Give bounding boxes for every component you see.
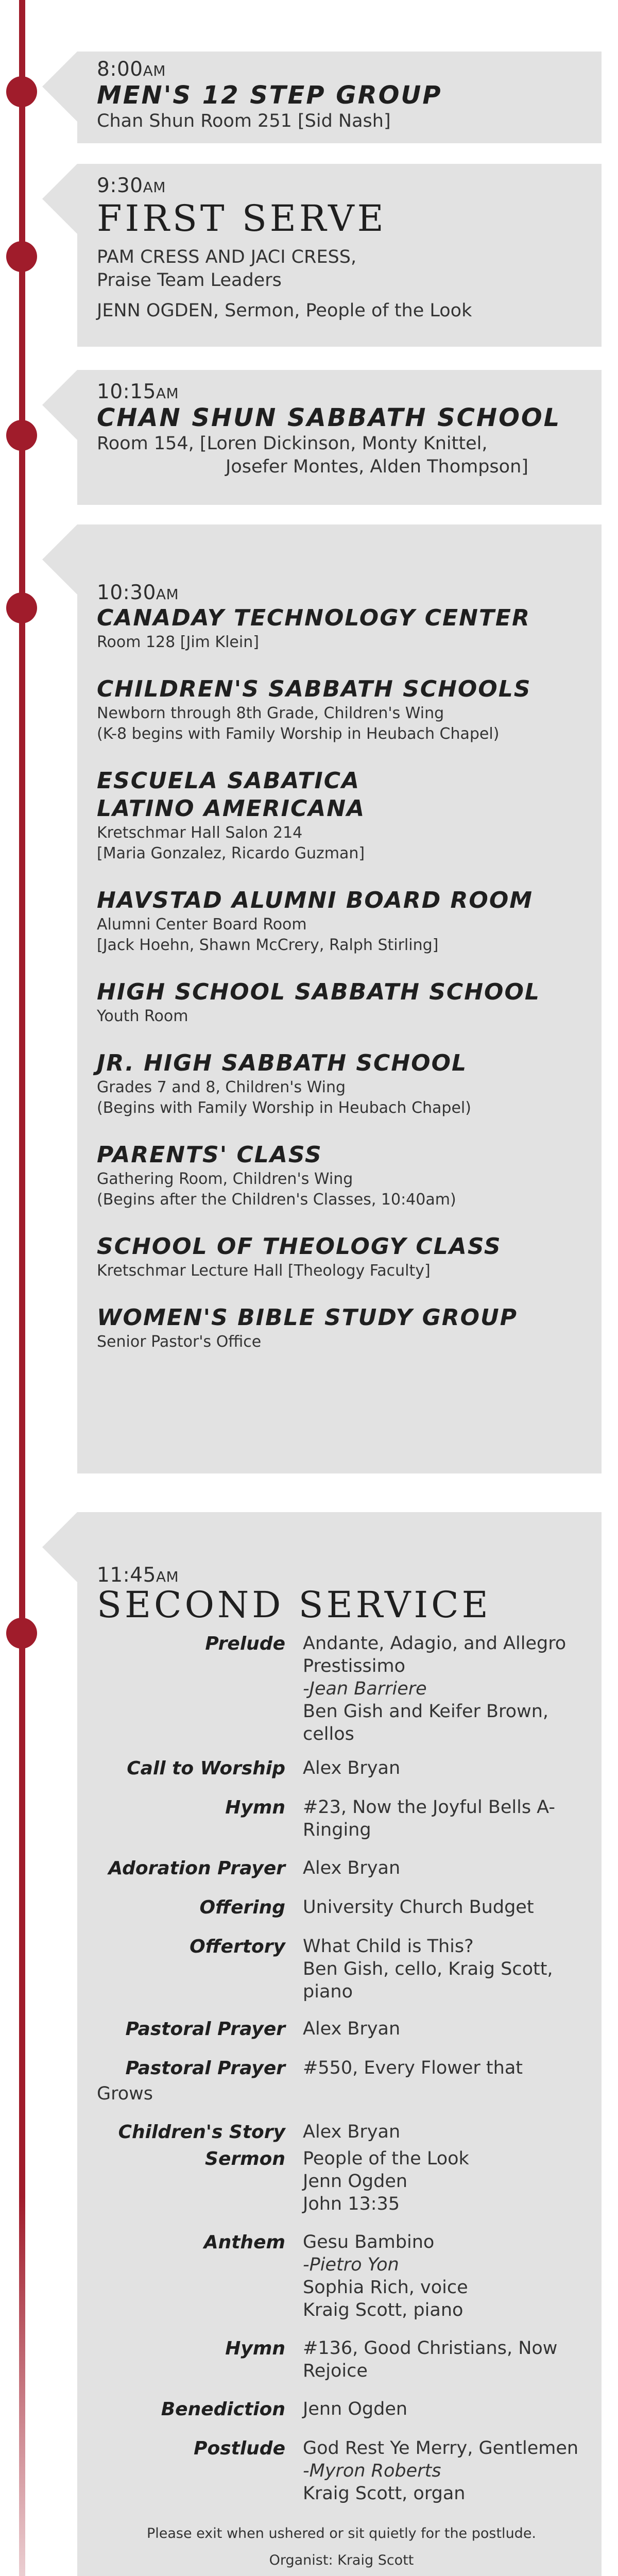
order-value: Alex Bryan: [303, 1858, 401, 1878]
event-title: FIRST SERVE: [97, 197, 387, 240]
class-group: [97, 1049, 586, 1118]
order-item: [97, 2121, 586, 2144]
class-detail: Alumni Center Board Room: [97, 916, 307, 934]
class-detail: Kretschmar Hall Salon 214: [97, 824, 303, 842]
timeline-dot: [6, 241, 37, 272]
order-label: Pastoral Prayer: [125, 2058, 285, 2079]
event-time: 8:00AM: [97, 58, 166, 81]
order-item: [97, 2018, 586, 2041]
organist-note: Organist: Kraig Scott: [269, 2552, 414, 2568]
order-value: Ben Gish, cello, Kraig Scott, piano: [303, 1959, 553, 2002]
event-time: 11:45AM: [97, 1564, 179, 1587]
order-value: What Child is This?: [303, 1936, 474, 1957]
order-label: Prelude: [205, 1633, 285, 1654]
class-group: [97, 1233, 586, 1281]
order-value: Kraig Scott, piano: [303, 2300, 464, 2320]
timeline-dot: [6, 592, 37, 623]
class-title: HAVSTAD ALUMNI BOARD ROOM: [97, 887, 534, 913]
class-detail: Senior Pastor's Office: [97, 1333, 262, 1351]
order-item: [97, 2057, 586, 2080]
order-value: #136, Good Christians, Now Rejoice: [303, 2338, 558, 2381]
order-label: Hymn: [225, 2338, 285, 2359]
order-item: [97, 1632, 586, 1745]
class-detail: Gathering Room, Children's Wing: [97, 1170, 353, 1188]
order-item: [97, 2231, 586, 2321]
class-title: LATINO AMERICANA: [97, 795, 366, 822]
order-composer: -Jean Barriere: [303, 1679, 427, 1699]
event-first-serve: [77, 164, 602, 347]
timeline-dot: [6, 1618, 37, 1649]
order-value: Alex Bryan: [303, 1758, 401, 1778]
class-detail: Grades 7 and 8, Children's Wing: [97, 1078, 346, 1096]
event-detail: PAM CRESS AND JACI CRESS,: [97, 247, 357, 267]
order-label: Pastoral Prayer: [125, 2019, 285, 2040]
class-title: JR. HIGH SABBATH SCHOOL: [97, 1050, 468, 1076]
order-item: [97, 2398, 586, 2421]
order-item: [97, 1757, 586, 1781]
class-title: CHILDREN'S SABBATH SCHOOLS: [97, 676, 531, 702]
class-group: [97, 767, 586, 864]
event-second-service: [77, 1512, 602, 2576]
order-value: University Church Budget: [303, 1897, 534, 1918]
event-title: MEN'S 12 STEP GROUP: [97, 81, 442, 110]
order-item: [97, 2337, 586, 2382]
event-title: CHAN SHUN SABBATH SCHOOL: [97, 403, 561, 432]
order-composer: -Myron Roberts: [303, 2461, 441, 2481]
event-detail: Josefer Montes, Alden Thompson]: [226, 456, 528, 477]
event-mens-12-step: [77, 52, 602, 143]
order-value: John 13:35: [303, 2194, 400, 2214]
event-detail: Chan Shun Room 251 [Sid Nash]: [97, 111, 391, 131]
order-label: Children's Story: [118, 2122, 285, 2143]
class-group: [97, 675, 586, 744]
order-item: [97, 1796, 586, 1841]
class-group: [97, 887, 586, 956]
order-value: People of the Look: [303, 2148, 469, 2169]
event-time: 9:30AM: [97, 174, 166, 197]
order-item: [97, 2147, 586, 2215]
order-item: [97, 1935, 586, 2003]
class-title: HIGH SCHOOL SABBATH SCHOOL: [97, 979, 540, 1005]
event-chan-shun-sabbath-school: [77, 370, 602, 505]
class-detail: (Begins after the Children's Classes, 10:40am): [97, 1191, 456, 1209]
order-value: #23, Now the Joyful Bells A-Ringing: [303, 1797, 555, 1840]
order-value: Sophia Rich, voice: [303, 2277, 468, 2298]
order-item: [97, 1857, 586, 1880]
order-value: Andante, Adagio, and Allegro: [303, 1633, 566, 1654]
order-value: Prestissimo: [303, 1656, 406, 1676]
order-label: Benediction: [161, 2399, 285, 2420]
event-detail: JENN OGDEN, Sermon, People of the Look: [97, 300, 472, 321]
order-item: [97, 1896, 586, 1920]
class-title: PARENTS' CLASS: [97, 1142, 322, 1168]
event-time: 10:15AM: [97, 380, 179, 403]
order-value: Kraig Scott, organ: [303, 2483, 466, 2504]
order-value: Ben Gish and Keifer Brown, cellos: [303, 1701, 549, 1744]
class-detail: Room 128 [Jim Klein]: [97, 633, 259, 651]
order-label: Call to Worship: [127, 1758, 285, 1779]
order-value: God Rest Ye Merry, Gentlemen: [303, 2438, 579, 2459]
order-label: Postlude: [194, 2438, 285, 2459]
class-detail: Newborn through 8th Grade, Children's Wing: [97, 704, 444, 722]
event-title: SECOND SERVICE: [97, 1584, 491, 1626]
class-detail: (K-8 begins with Family Worship in Heubach Chapel): [97, 725, 500, 743]
class-group: [97, 978, 586, 1027]
footer-note: Please exit when ushered or sit quietly for the postlude.: [146, 2526, 537, 2541]
event-detail: Praise Team Leaders: [97, 270, 282, 291]
class-detail: Youth Room: [97, 1007, 188, 1025]
timeline-line: [19, 0, 25, 2576]
order-value: Alex Bryan: [303, 2019, 401, 2039]
order-value: Jenn Ogden: [303, 2399, 408, 2419]
class-group: [97, 1304, 586, 1352]
class-detail: Kretschmar Lecture Hall [Theology Faculty]: [97, 1262, 431, 1280]
order-label: Sermon: [205, 2148, 285, 2170]
timeline-dot: [6, 420, 37, 451]
class-group: [97, 1141, 586, 1210]
order-label: Hymn: [225, 1797, 285, 1818]
event-detail: Room 154, [Loren Dickinson, Monty Knittel,: [97, 433, 488, 454]
order-composer: -Pietro Yon: [303, 2255, 399, 2275]
class-detail: [Jack Hoehn, Shawn McCrery, Ralph Stirling]: [97, 936, 439, 954]
order-item: [97, 2082, 586, 2105]
class-title: ESCUELA SABATICA: [97, 768, 360, 794]
order-value: Gesu Bambino: [303, 2232, 435, 2252]
order-value: #550, Every Flower that: [303, 2058, 523, 2078]
order-label: Adoration Prayer: [108, 1858, 285, 1879]
class-title: WOMEN'S BIBLE STUDY GROUP: [97, 1304, 518, 1331]
class-title: CANADAY TECHNOLOGY CENTER: [97, 605, 530, 631]
event-time: 10:30AM: [97, 581, 179, 604]
order-label: Offertory: [190, 1936, 285, 1957]
order-label: Offering: [199, 1897, 285, 1918]
order-label: Anthem: [203, 2232, 285, 2253]
class-detail: (Begins with Family Worship in Heubach Chapel): [97, 1099, 471, 1117]
class-detail: [Maria Gonzalez, Ricardo Guzman]: [97, 844, 365, 862]
class-group: [97, 604, 586, 653]
class-title: SCHOOL OF THEOLOGY CLASS: [97, 1233, 502, 1260]
order-value: Alex Bryan: [303, 2122, 401, 2142]
event-sabbath-schools: [77, 524, 602, 1473]
timeline-dot: [6, 76, 37, 107]
order-item: [97, 2437, 586, 2505]
order-value: Jenn Ogden: [303, 2171, 408, 2192]
order-value: Grows: [97, 2083, 153, 2104]
